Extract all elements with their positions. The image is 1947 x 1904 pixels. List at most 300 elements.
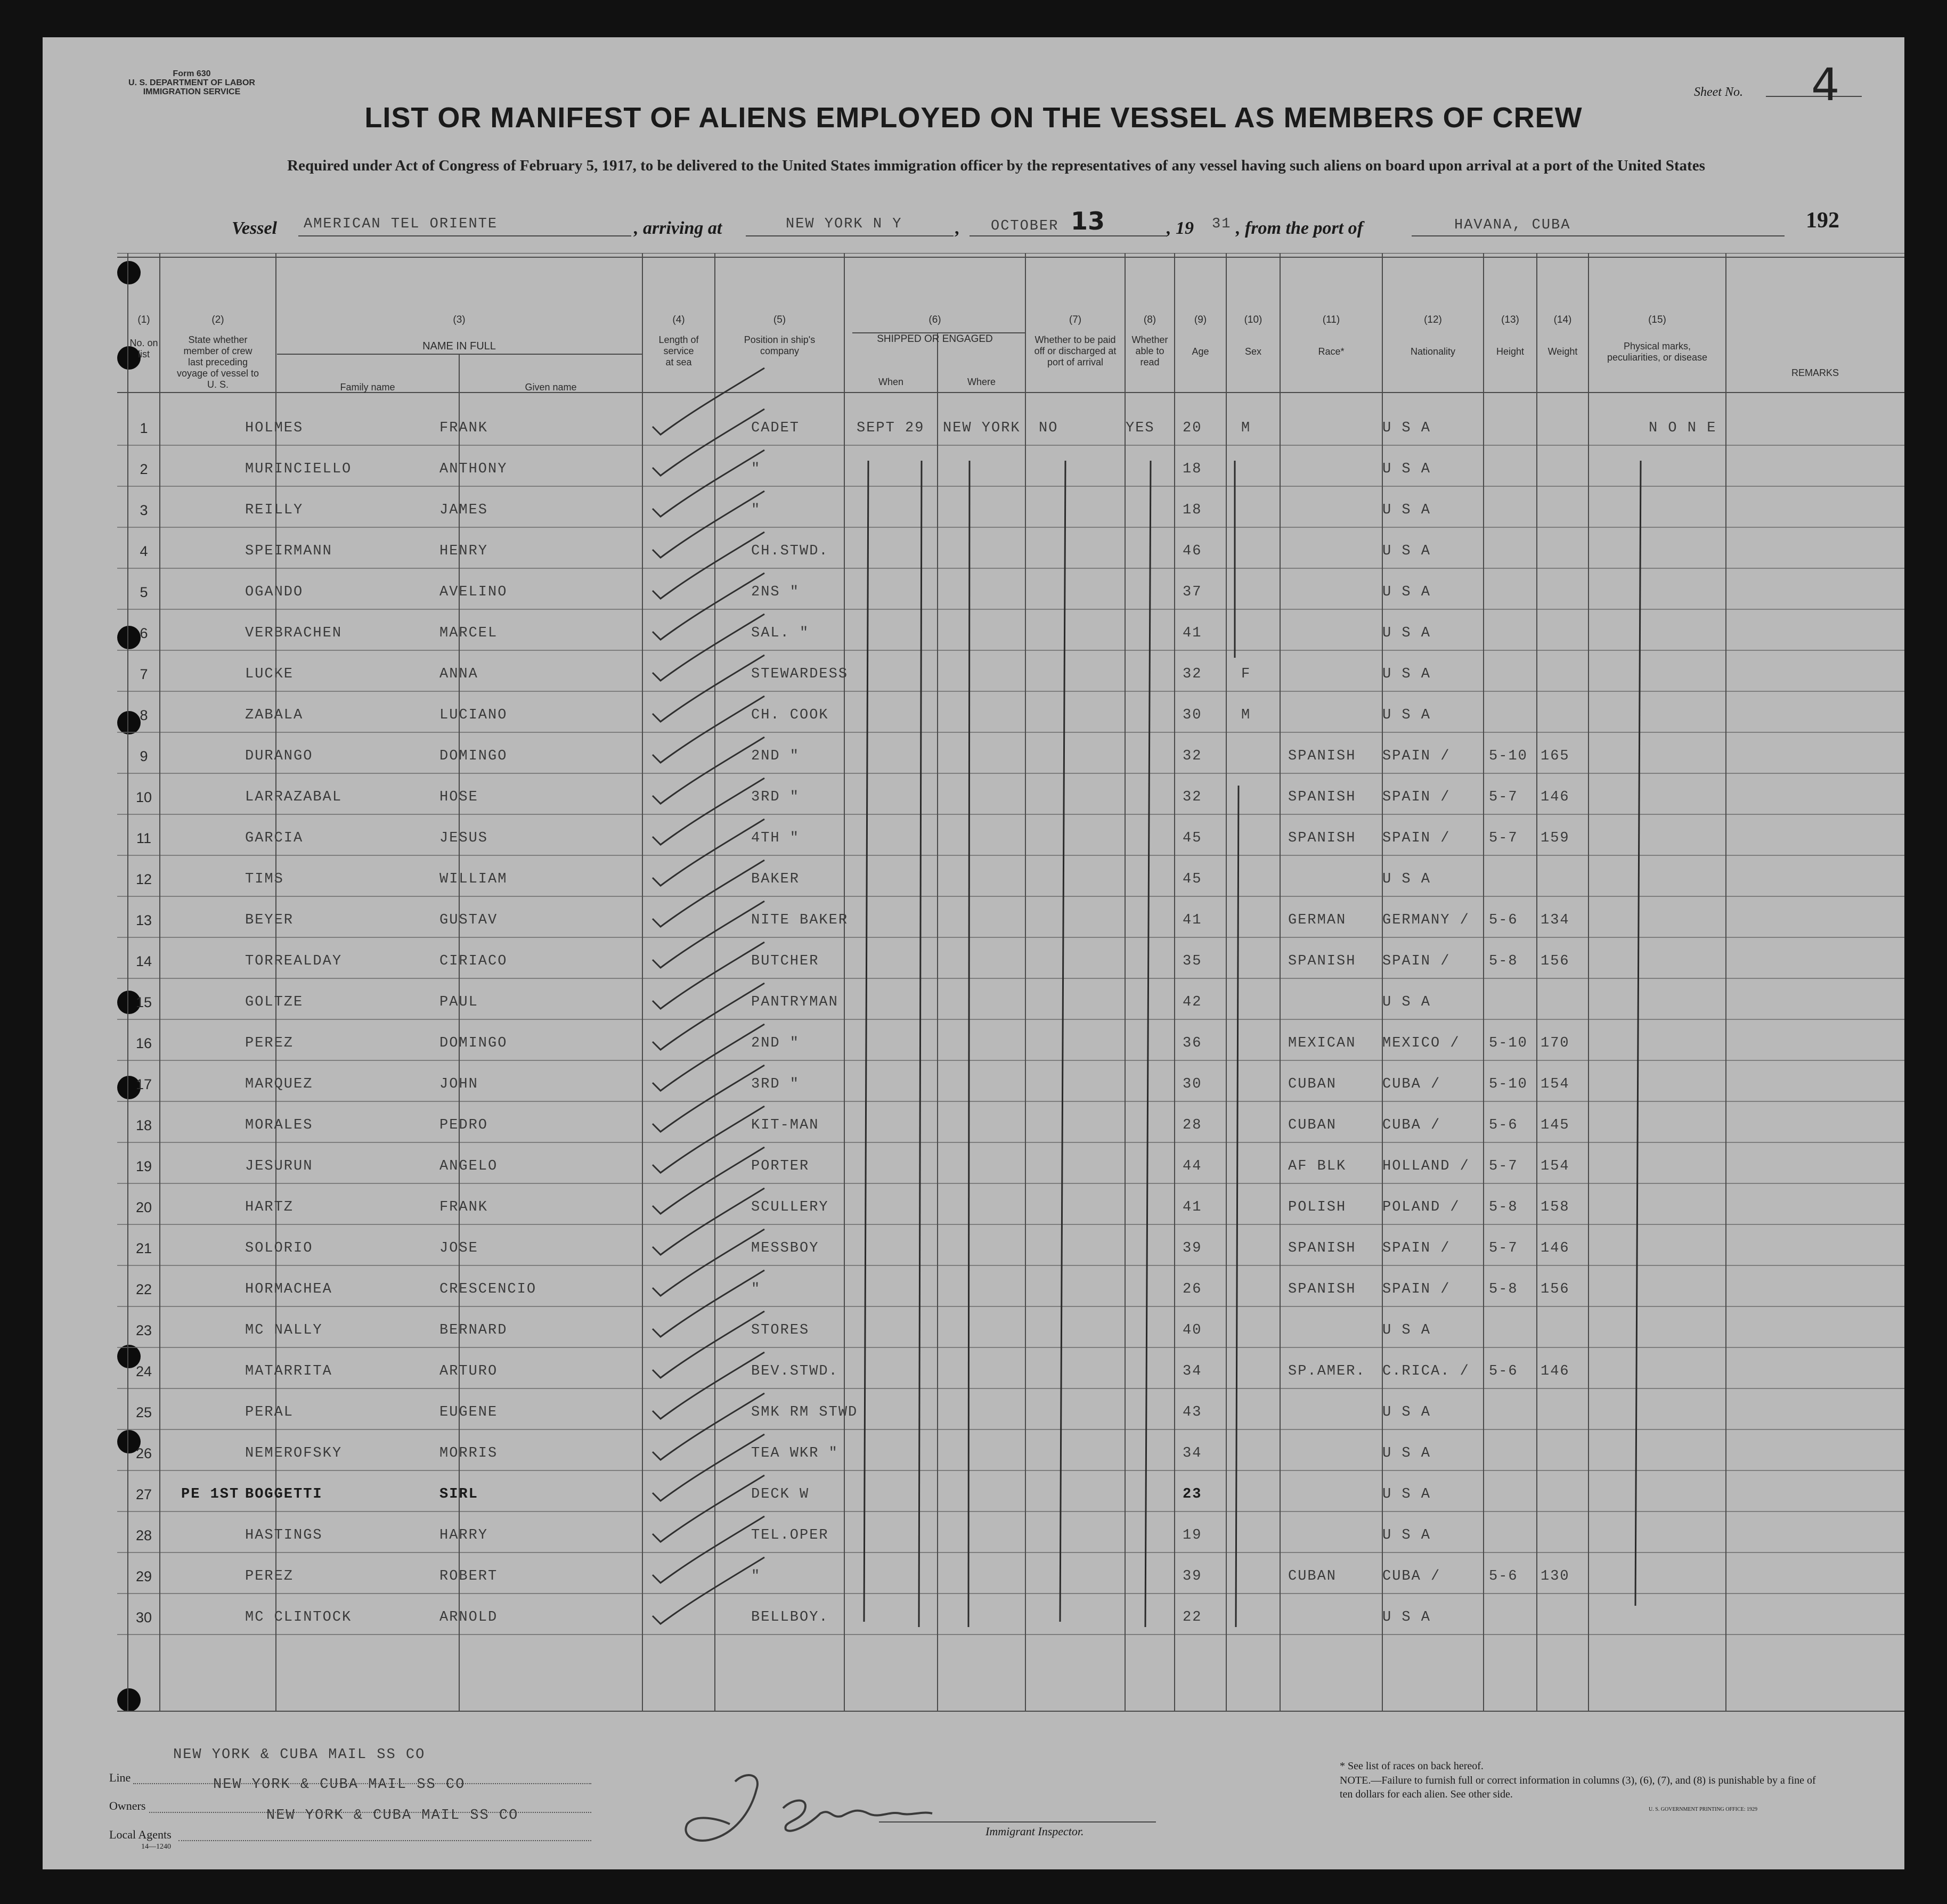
owners-value: NEW YORK & CUBA MAIL SS CO — [213, 1777, 466, 1793]
service-name: IMMIGRATION SERVICE — [143, 87, 241, 96]
row-number: 26 — [135, 1445, 152, 1461]
col-age-number: (9) — [1194, 314, 1207, 325]
age: 39 — [1183, 1568, 1202, 1584]
height: 5-10 — [1489, 748, 1528, 764]
nationality: U S A — [1382, 1445, 1431, 1461]
weight: 165 — [1541, 748, 1570, 764]
col-name-header — [276, 314, 642, 352]
age: 32 — [1183, 666, 1202, 682]
given-name: JOSE — [439, 1240, 478, 1256]
row-number: 30 — [135, 1609, 152, 1625]
table-row — [117, 1473, 1947, 1514]
given-name: ROBERT — [439, 1568, 498, 1584]
age: 34 — [1183, 1445, 1202, 1461]
weight: 146 — [1541, 789, 1570, 805]
weight: 156 — [1541, 953, 1570, 969]
family-name: REILLY — [245, 502, 304, 518]
nationality: U S A — [1382, 1322, 1431, 1338]
from-underline — [1412, 235, 1785, 236]
given-name: WILLIAM — [439, 871, 508, 887]
row-number: 6 — [140, 625, 148, 641]
col-shipped-number: (6) — [928, 314, 941, 325]
family-name: VERBRACHEN — [245, 625, 343, 641]
sheet-label: Sheet No. — [1694, 85, 1743, 99]
col-shipped-header — [844, 314, 1025, 345]
nationality: U S A — [1382, 584, 1431, 600]
position: CH. COOK — [751, 707, 829, 723]
col-given-name: Given name — [525, 382, 577, 393]
col-race-header — [1280, 314, 1382, 357]
col-weight-title: Weight — [1547, 346, 1578, 357]
row-number: 24 — [135, 1363, 152, 1379]
family-name: LARRAZABAL — [245, 789, 343, 805]
col-height-header — [1484, 314, 1537, 357]
vessel-name: AMERICAN TEL ORIENTE — [304, 216, 498, 232]
department-name: U. S. DEPARTMENT OF LABOR — [128, 78, 255, 87]
height: 5-8 — [1489, 1199, 1518, 1215]
position: CH.STWD. — [751, 543, 829, 559]
table-row — [117, 570, 1947, 611]
position: 4TH " — [751, 830, 800, 846]
position: " — [751, 461, 761, 477]
height: 5-7 — [1489, 830, 1518, 846]
from-label: , from the port of — [1236, 218, 1363, 238]
family-name: PEREZ — [245, 1568, 294, 1584]
col-age-title: Age — [1192, 346, 1209, 357]
age: 22 — [1183, 1609, 1202, 1625]
col-remarks-title: REMARKS — [1791, 367, 1839, 378]
col-paid-header — [1025, 314, 1125, 368]
family-name: HOLMES — [245, 420, 304, 436]
row-number: 3 — [140, 502, 148, 518]
age: 30 — [1183, 1076, 1202, 1092]
height: 5-6 — [1489, 1117, 1518, 1133]
col-name-number: (3) — [453, 314, 466, 325]
row-number: 15 — [135, 994, 152, 1010]
age: 35 — [1183, 953, 1202, 969]
given-name: ANTHONY — [439, 461, 508, 477]
nationality: U S A — [1382, 1527, 1431, 1543]
height: 5-8 — [1489, 953, 1518, 969]
race: MEXICAN — [1288, 1035, 1356, 1051]
family-name: HORMACHEA — [245, 1281, 332, 1297]
row-number: 29 — [135, 1568, 152, 1584]
age: 28 — [1183, 1117, 1202, 1133]
crew-table — [117, 253, 1904, 1734]
age: 46 — [1183, 543, 1202, 559]
family-name: HARTZ — [245, 1199, 294, 1215]
manifest-sheet — [43, 37, 1904, 1869]
line-label: Line — [109, 1771, 131, 1784]
agents-label: Local Agents — [109, 1828, 172, 1841]
family-name: OGANDO — [245, 584, 304, 600]
col-height-title: Height — [1496, 346, 1525, 357]
given-name: LUCIANO — [439, 707, 508, 723]
col-prev-title: State whether member of crew last preceding voyage of vessel to U. S. — [176, 334, 259, 390]
table-row — [117, 693, 1947, 734]
height: 5-10 — [1489, 1076, 1528, 1092]
given-name: FRANK — [439, 1199, 488, 1215]
nationality: U S A — [1382, 1609, 1431, 1625]
age: 41 — [1183, 1199, 1202, 1215]
row-number: 19 — [135, 1158, 152, 1174]
table-row — [117, 1227, 1947, 1268]
age: 19 — [1183, 1527, 1202, 1543]
family-name: ZABALA — [245, 707, 304, 723]
nationality: SPAIN / — [1382, 1281, 1451, 1297]
height: 5-10 — [1489, 1035, 1528, 1051]
position: NITE BAKER — [751, 912, 849, 928]
table-row — [117, 488, 1947, 529]
row-number: 4 — [140, 543, 148, 559]
nationality: U S A — [1382, 420, 1431, 436]
table-row — [117, 1432, 1947, 1473]
given-name: EUGENE — [439, 1404, 498, 1420]
family-name: PEREZ — [245, 1035, 294, 1051]
race: CUBAN — [1288, 1076, 1337, 1092]
age: 39 — [1183, 1240, 1202, 1256]
nationality: SPAIN / — [1382, 748, 1451, 764]
family-name: PERAL — [245, 1404, 294, 1420]
age: 41 — [1183, 625, 1202, 641]
weight: 156 — [1541, 1281, 1570, 1297]
family-name: BEYER — [245, 912, 294, 928]
table-row — [117, 1309, 1947, 1350]
nationality: SPAIN / — [1382, 830, 1451, 846]
family-name: BOGGETTI — [245, 1486, 323, 1502]
table-row — [117, 1391, 1947, 1432]
age: 42 — [1183, 994, 1202, 1010]
year-prefix: , 19 — [1167, 218, 1194, 238]
family-name: NEMEROFSKY — [245, 1445, 343, 1461]
row-number: 7 — [140, 666, 148, 682]
table-row — [117, 775, 1947, 816]
family-name: TORREALDAY — [245, 953, 343, 969]
prev-voyage: PE 1ST — [181, 1486, 240, 1502]
col-read-number: (8) — [1143, 314, 1156, 325]
race: CUBAN — [1288, 1117, 1337, 1133]
given-name: GUSTAV — [439, 912, 498, 928]
weight: 146 — [1541, 1363, 1570, 1379]
given-name: HOSE — [439, 789, 478, 805]
weight: 154 — [1541, 1158, 1570, 1174]
family-name: LUCKE — [245, 666, 294, 682]
date-underline — [970, 235, 1167, 236]
col-service-title: Length of service at sea — [658, 334, 699, 367]
height: 5-6 — [1489, 1363, 1518, 1379]
family-name: MURINCIELLO — [245, 461, 352, 477]
table-row — [117, 1022, 1947, 1063]
age: 23 — [1183, 1486, 1202, 1502]
arriving-port: NEW YORK N Y — [786, 216, 902, 232]
arriving-label: , arriving at — [634, 218, 722, 238]
table-row — [117, 734, 1947, 775]
table-row — [117, 1268, 1947, 1309]
col-height-number: (13) — [1501, 314, 1519, 325]
weight: 159 — [1541, 830, 1570, 846]
given-name: PEDRO — [439, 1117, 488, 1133]
given-name: HARRY — [439, 1527, 488, 1543]
given-name: AVELINO — [439, 584, 508, 600]
page-subtitle: Required under Act of Congress of February 5, 1917, to be delivered to the United States immigration officer by the representatives of any vessel having such aliens on board upon arrival at a port of the United States — [287, 157, 1705, 174]
given-name: MORRIS — [439, 1445, 498, 1461]
col-where: Where — [967, 377, 996, 387]
age: 40 — [1183, 1322, 1202, 1338]
nationality: CUBA / — [1382, 1117, 1441, 1133]
col-race-title: Race* — [1318, 346, 1345, 357]
col-sex-number: (10) — [1244, 314, 1262, 325]
col-service-header — [642, 314, 715, 368]
stamp-number: 192 — [1806, 208, 1839, 233]
position: CADET — [751, 420, 800, 436]
row-number: 9 — [140, 748, 148, 764]
printer-mark: U. S. GOVERNMENT PRINTING OFFICE: 1929 — [1649, 1807, 1757, 1812]
row-number: 21 — [135, 1240, 152, 1256]
given-name: MARCEL — [439, 625, 498, 641]
race: CUBAN — [1288, 1568, 1337, 1584]
table-row — [117, 939, 1947, 980]
table-row — [117, 857, 1947, 898]
inspector-label: Immigrant Inspector. — [985, 1825, 1084, 1838]
position: STEWARDESS — [751, 666, 849, 682]
form-number: Form 630 — [173, 69, 211, 78]
col-name-title: NAME IN FULL — [422, 340, 496, 352]
table-row — [117, 611, 1947, 652]
col-age-header — [1175, 314, 1226, 357]
sex: M — [1241, 420, 1251, 436]
nationality: U S A — [1382, 543, 1431, 559]
age: 45 — [1183, 830, 1202, 846]
col-sex-title: Sex — [1244, 346, 1262, 357]
col-paid-number: (7) — [1069, 314, 1082, 325]
position: 2NS " — [751, 584, 800, 600]
page-title: LIST OR MANIFEST OF ALIENS EMPLOYED ON THE VESSEL AS MEMBERS OF CREW — [364, 102, 1583, 134]
nationality: CUBA / — [1382, 1568, 1441, 1584]
col-shipped-title: SHIPPED OR ENGAGED — [877, 333, 993, 345]
given-name: CIRIACO — [439, 953, 508, 969]
position: BELLBOY. — [751, 1609, 829, 1625]
weight: 134 — [1541, 912, 1570, 928]
given-name: JESUS — [439, 830, 488, 846]
nationality: C.RICA. / — [1382, 1363, 1470, 1379]
given-name: SIRL — [439, 1486, 478, 1502]
age: 26 — [1183, 1281, 1202, 1297]
arriving-underline — [746, 235, 954, 236]
col-nat-number: (12) — [1424, 314, 1442, 325]
nationality: U S A — [1382, 666, 1431, 682]
nationality: HOLLAND / — [1382, 1158, 1470, 1174]
race: AF BLK — [1288, 1158, 1347, 1174]
given-name: CRESCENCIO — [439, 1281, 537, 1297]
height: 5-7 — [1489, 789, 1518, 805]
nationality: U S A — [1382, 994, 1431, 1010]
position: KIT-MAN — [751, 1117, 819, 1133]
position: BAKER — [751, 871, 800, 887]
height: 5-6 — [1489, 1568, 1518, 1584]
col-marks-header — [1588, 314, 1726, 363]
position: " — [751, 1281, 761, 1297]
row-number: 11 — [136, 830, 152, 846]
age: 45 — [1183, 871, 1202, 887]
nationality: MEXICO / — [1382, 1035, 1460, 1051]
physical-marks: N O N E — [1649, 420, 1717, 436]
col-weight-number: (14) — [1553, 314, 1572, 325]
family-name: MORALES — [245, 1117, 313, 1133]
row-number: 17 — [135, 1076, 152, 1092]
table-row — [117, 447, 1947, 488]
age: 34 — [1183, 1363, 1202, 1379]
weight: 154 — [1541, 1076, 1570, 1092]
age: 32 — [1183, 789, 1202, 805]
position: SMK RM STWD — [751, 1404, 858, 1420]
table-row — [117, 1104, 1947, 1145]
able-to-read: YES — [1126, 420, 1155, 436]
given-name: DOMINGO — [439, 748, 508, 764]
nationality: CUBA / — [1382, 1076, 1441, 1092]
table-row — [117, 1555, 1947, 1596]
nationality: POLAND / — [1382, 1199, 1460, 1215]
row-number: 5 — [140, 584, 148, 600]
table-row — [117, 529, 1947, 570]
race: SP.AMER. — [1288, 1363, 1366, 1379]
sex: M — [1241, 707, 1251, 723]
col-weight-header — [1537, 314, 1588, 357]
row-number: 27 — [135, 1486, 152, 1502]
row-number: 20 — [135, 1199, 152, 1215]
col-paid-title: Whether to be paid off or discharged at port of arrival — [1034, 334, 1117, 367]
family-name: DURANGO — [245, 748, 313, 764]
family-name: MATARRITA — [245, 1363, 332, 1379]
table-row — [117, 898, 1947, 939]
table-row — [117, 980, 1947, 1022]
position: STORES — [751, 1322, 810, 1338]
position: SCULLERY — [751, 1199, 829, 1215]
given-name: PAUL — [439, 994, 478, 1010]
family-name: MC NALLY — [245, 1322, 323, 1338]
nationality: SPAIN / — [1382, 953, 1451, 969]
sheet-number: 4 — [1811, 59, 1840, 111]
agents-code: 14—1240 — [141, 1843, 171, 1851]
height: 5-7 — [1489, 1158, 1518, 1174]
col-when: When — [878, 377, 904, 387]
col-prev-header — [160, 314, 276, 390]
sex: F — [1241, 666, 1251, 682]
row-number: 18 — [135, 1117, 152, 1133]
age: 43 — [1183, 1404, 1202, 1420]
race: GERMAN — [1288, 912, 1347, 928]
row-number: 22 — [135, 1281, 152, 1297]
given-name: ARNOLD — [439, 1609, 498, 1625]
family-name: GARCIA — [245, 830, 304, 846]
col-nat-title: Nationality — [1410, 346, 1456, 357]
paid-off: NO — [1039, 420, 1058, 436]
row-number: 14 — [135, 953, 152, 969]
col-prev-number: (2) — [211, 314, 224, 325]
age: 36 — [1183, 1035, 1202, 1051]
row-number: 10 — [135, 789, 152, 805]
nationality: U S A — [1382, 502, 1431, 518]
age: 30 — [1183, 707, 1202, 723]
given-name: ARTURO — [439, 1363, 498, 1379]
col-position-title: Position in ship's company — [744, 334, 816, 356]
nationality: U S A — [1382, 1404, 1431, 1420]
position: PORTER — [751, 1158, 810, 1174]
row-number: 1 — [140, 420, 148, 436]
col-no-number: (1) — [137, 314, 150, 325]
age: 18 — [1183, 461, 1202, 477]
from-port: HAVANA, CUBA — [1454, 217, 1571, 233]
given-name: BERNARD — [439, 1322, 508, 1338]
position: TEL.OPER — [751, 1527, 829, 1543]
nationality: SPAIN / — [1382, 789, 1451, 805]
table-row — [117, 1145, 1947, 1186]
row-number: 25 — [135, 1404, 152, 1420]
nationality: U S A — [1382, 1486, 1431, 1502]
age: 41 — [1183, 912, 1202, 928]
family-name: TIMS — [245, 871, 284, 887]
owners-label: Owners — [109, 1799, 146, 1812]
family-name: JESURUN — [245, 1158, 313, 1174]
col-no-title: No. on list — [129, 338, 158, 359]
position: " — [751, 1568, 761, 1584]
height: 5-8 — [1489, 1281, 1518, 1297]
row-number: 8 — [140, 707, 148, 723]
col-read-title: Whether able to read — [1131, 334, 1168, 367]
inspector-underline — [879, 1821, 1156, 1823]
col-no-header — [128, 314, 160, 360]
race: SPANISH — [1288, 1240, 1356, 1256]
vessel-underline — [298, 235, 631, 236]
table-row — [117, 1063, 1947, 1104]
col-position-number: (5) — [773, 314, 786, 325]
given-name: JAMES — [439, 502, 488, 518]
col-read-header — [1125, 314, 1175, 368]
age: 44 — [1183, 1158, 1202, 1174]
given-name: HENRY — [439, 543, 488, 559]
height: 5-7 — [1489, 1240, 1518, 1256]
line-value: NEW YORK & CUBA MAIL SS CO — [173, 1747, 426, 1763]
given-name: ANNA — [439, 666, 478, 682]
table-row — [117, 406, 1947, 447]
col-race-number: (11) — [1322, 314, 1340, 325]
race: SPANISH — [1288, 748, 1356, 764]
position: DECK W — [751, 1486, 810, 1502]
col-service-number: (4) — [672, 314, 685, 325]
given-name: FRANK — [439, 420, 488, 436]
shipped-when: SEPT 29 — [857, 420, 925, 436]
table-row — [117, 1186, 1947, 1227]
position: " — [751, 502, 761, 518]
row-number: 12 — [135, 871, 152, 887]
table-row — [117, 816, 1947, 857]
race: SPANISH — [1288, 830, 1356, 846]
weight: 170 — [1541, 1035, 1570, 1051]
agents-value: NEW YORK & CUBA MAIL SS CO — [266, 1808, 519, 1824]
position: 2ND " — [751, 1035, 800, 1051]
col-nat-header — [1382, 314, 1484, 357]
row-number: 13 — [135, 912, 152, 928]
nationality: U S A — [1382, 707, 1431, 723]
weight: 146 — [1541, 1240, 1570, 1256]
arrival-month: OCTOBER — [991, 218, 1059, 234]
agents-underline — [178, 1840, 591, 1841]
table-row — [117, 652, 1947, 693]
nationality: GERMANY / — [1382, 912, 1470, 928]
position: 2ND " — [751, 748, 800, 764]
position: BUTCHER — [751, 953, 819, 969]
position: PANTRYMAN — [751, 994, 838, 1010]
race: POLISH — [1288, 1199, 1347, 1215]
